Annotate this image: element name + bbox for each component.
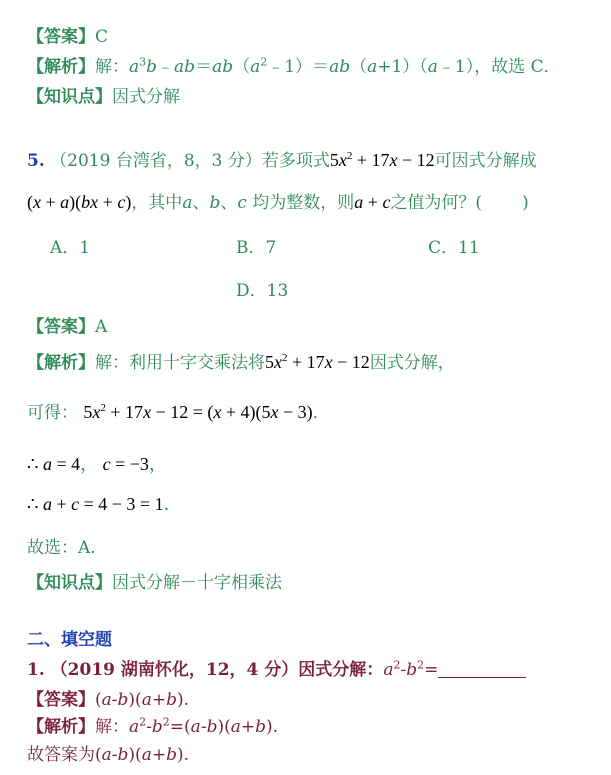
analysis-lead: 解： xyxy=(95,57,129,77)
q5-stem-text6: ) xyxy=(522,193,529,213)
analysis-tag: 【解析】 xyxy=(27,57,95,77)
q5-step2: ∴ a = 4， c = −3， xyxy=(27,454,167,474)
q5-stem-text4: 均为整数，则 xyxy=(252,193,355,213)
prev-analysis-formula: $a^3b﹣ab=ab(a^2﹣1)=ab(a+1)(a﹣1)$ xyxy=(129,55,475,77)
answer-value: A xyxy=(95,317,108,337)
q5-analysis-line xyxy=(27,348,455,373)
section-heading: 二、填空题 xyxy=(27,630,112,650)
knowledge-tag: 【知识点】 xyxy=(27,573,112,593)
q5-conclusion: 故选：A. xyxy=(27,538,96,558)
prev-knowledge-line xyxy=(27,82,180,107)
answer-blank xyxy=(438,661,526,678)
q1-analysis-line xyxy=(27,712,278,737)
option-b: B．7 xyxy=(236,238,277,258)
q5-stem-line2: (x + a)(bx + c)，其中a、b、c 均为整数，则a + c之值为何？( ) xyxy=(27,192,529,213)
q5-sum-expr: a + c xyxy=(354,192,391,212)
knowledge-value: 因式分解 xyxy=(112,87,180,107)
q5-stem-text1: （2019 台湾省，8，3 分）若多项式 xyxy=(50,151,330,171)
q1-final-line xyxy=(27,740,189,765)
answer-tag: 【答案】 xyxy=(27,317,95,337)
q1-answer-value: (a-b)(a+b). xyxy=(95,690,190,710)
knowledge-value: 因式分解－十字相乘法 xyxy=(112,573,282,593)
option-a: A．1 xyxy=(50,238,91,258)
prev-answer-line xyxy=(27,22,108,47)
q1-stem: 1. （2019 湖南怀化，12，4 分）因式分解： xyxy=(27,660,384,680)
q5-step3: ∴ a + c = 4 − 3 = 1． xyxy=(27,494,182,514)
q5-answer-line xyxy=(27,312,107,337)
final-lead: 故答案为 xyxy=(27,745,95,765)
q1-final-formula: (a-b)(a+b). xyxy=(95,745,190,765)
analysis-text2: 因式分解， xyxy=(369,353,455,373)
analysis-tag: 【解析】 xyxy=(27,353,95,373)
q1-expression: $a^2-b^2=$ xyxy=(383,658,439,680)
answer-tag: 【答案】 xyxy=(27,27,95,47)
q5-number: 5. xyxy=(27,151,45,171)
prev-analysis-line xyxy=(27,52,561,77)
analysis-tag: 【解析】 xyxy=(27,717,95,737)
q5-stem-text5: 之值为何？( xyxy=(390,193,483,213)
q5-vars: a xyxy=(182,193,193,213)
q5-step1: 可得： $5x^2 + 17x - 12 = (x + 4)(5x - 3)$． xyxy=(27,402,330,423)
answer-value: C xyxy=(95,27,109,47)
q5-knowledge-line xyxy=(27,568,282,593)
q1-analysis-formula: $a^2-b^2=(a-b)(a+b)$. xyxy=(129,715,279,737)
analysis-polynomial: $5x^2 + 17x - 12$ xyxy=(265,352,370,372)
analysis-text: 解：利用十字交乘法将 xyxy=(95,353,265,373)
analysis-lead: 解： xyxy=(95,717,129,737)
q5-factored-form: (x + a)(bx + c) xyxy=(27,192,132,212)
q5-stem-line1 xyxy=(27,146,537,171)
knowledge-tag: 【知识点】 xyxy=(27,87,112,107)
step1-lead: 可得： xyxy=(27,403,78,423)
q1-stem-line xyxy=(27,655,526,680)
q5-stem-text3: ，其中 xyxy=(131,193,183,213)
step1-formula: $5x^2 + 17x - 12 = (x + 4)(5x - 3)$ xyxy=(83,402,313,422)
answer-tag: 【答案】 xyxy=(27,690,95,710)
analysis-tail: ，故选 C． xyxy=(474,57,561,77)
q5-stem-text2: 可因式分解成 xyxy=(434,151,537,171)
q1-answer-line xyxy=(27,685,189,710)
option-c: C．11 xyxy=(428,238,480,258)
q5-polynomial: $5x^2 + 17x - 12$ xyxy=(329,150,435,170)
option-d: D．13 xyxy=(236,281,289,301)
